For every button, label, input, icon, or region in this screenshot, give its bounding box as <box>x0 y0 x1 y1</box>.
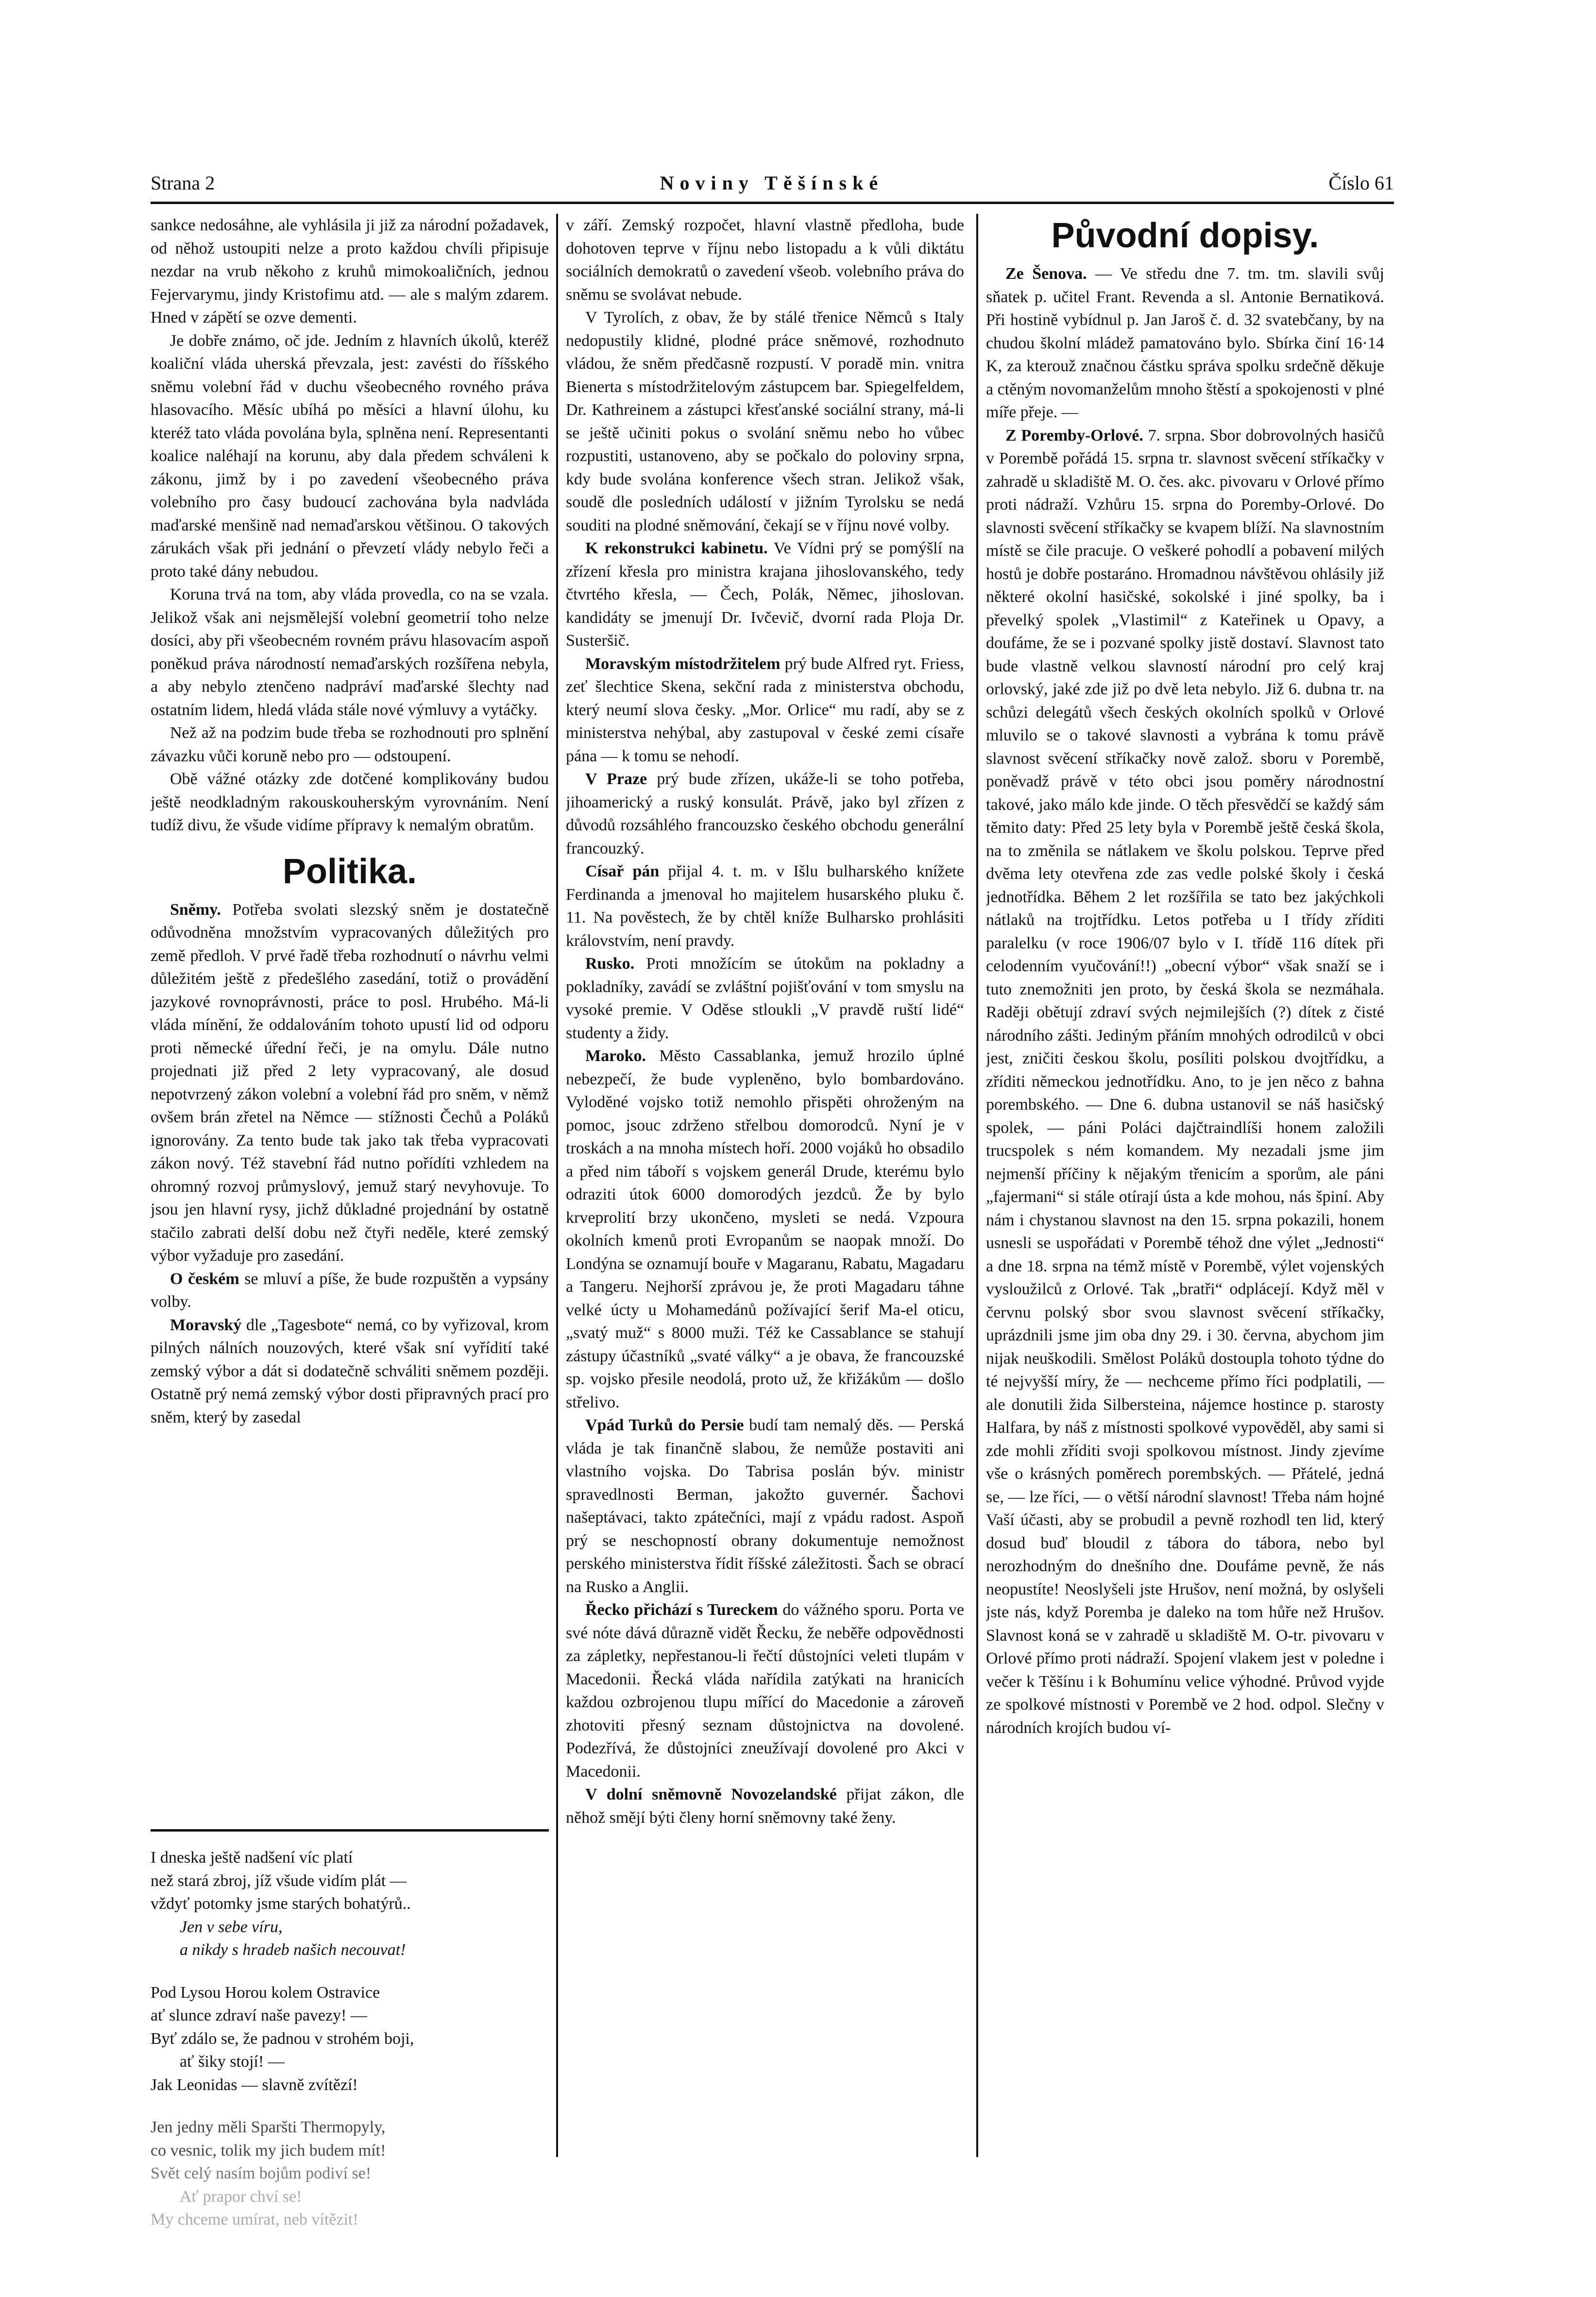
news-item-head: Moravským místodržitelem <box>585 654 781 673</box>
news-item <box>566 952 964 1045</box>
news-item <box>566 1783 964 1829</box>
article-paragraph: sankce nedosáhne, ale vyhlásila ji již za národní požadavek, od něhož ustoupiti nelze a proto každou chvíli připisuje nezdar na vrub někoho z kruhů mimokoaličních, jednou Fejervarymu, jindy Kristofimu atd. — ale s malým zdarem. Hned v zápětí se ozve dementi. <box>151 216 549 326</box>
poem-line: Svět celý nasím bojům podiví se! <box>151 2164 372 2182</box>
news-item-head: Vpád Turků do Persie <box>585 1416 744 1434</box>
poem-line: a nikdy s hradeb našich necouvat! <box>180 1941 406 1959</box>
news-item-text: — Ve středu dne 7. tm. tm. slavili svůj sňatek p. učitel Frant. Revenda a sl. Antonie Bernatiková. Při hostině vybídnul p. Jan Jaroš č. d. 32 svatebčany, by na chudou školní mládež pamatováno bylo. Sbírka činí 16·14 K, za kterouž značnou částku správa spolku srdečně děkuje a ctěným novomanželům mnoho štěstí a spokojenosti v plné míře přeje. — <box>986 265 1384 421</box>
news-item-head: Řecko přichází s Tureckem <box>585 1601 778 1619</box>
poem-line: Jen v sebe víru, <box>180 1918 283 1936</box>
news-item-text: dle „Tagesbote“ nemá, co by vyřizoval, krom pilných nálních nouzových, které však sní vyřídití také zemský výbor a dát si dodatečně schváliti sněmem později. Ostatně prý nemá zemský výbor dosti připravných prací pro sněm, který by zasedal <box>151 1316 549 1426</box>
news-item <box>566 652 964 768</box>
article-paragraph: v září. Zemský rozpočet, hlavní vlastně předloha, bude dohotoven teprve v říjnu nebo listopadu a k vůli diktátu sociálních demokratů o zavedení všeob. volebního práva do sněmu se svolávat nebude. <box>566 216 964 304</box>
poem <box>151 1829 549 2228</box>
page-number: Strana 2 <box>151 172 215 194</box>
news-item-text: přijat zákon, dle něhož smějí býti členy horní sněmovny také ženy. <box>566 1785 964 1827</box>
news-item-text: prý bude zřízen, ukáže-li se toho potřeba, jihoamerický a ruský konsulát. Právě, jako byl zřízen z důvodů rozsáhlého francouzsko českého obchodu generální francouzký. <box>566 770 964 857</box>
article-paragraph: Je dobře známo, oč jde. Jedním z hlavních úkolů, kteréž koaliční vláda uherská převzala, jest: zavésti do říšského sněmu volební řád v duchu všeobecného rovného práva hlasovacího. Měsíc ubíhá po měsíci a hlavní úlohu, ku kteréž tato vláda povolána byla, splněna není. Representanti koalice naléhají na korunu, aby dala předem schváleni k zákonu, jimž by i po zavedení všeobecného práva volebního pro časy budoucí zachována byla nadvláda maďarské menšině nad nemaďarskou většinou. O takových zárukách však při jednání o převzetí vlády nebylo řeči a proto také dány nebudou. <box>151 331 549 581</box>
poem-line: Pod Lysou Horou kolem Ostravice <box>151 1983 380 2002</box>
issue-number: Číslo 61 <box>1328 172 1394 194</box>
poem-line: My chceme umírat, neb vítězit! <box>151 2211 358 2228</box>
news-item <box>151 1314 549 1429</box>
news-item-head: Císař pán <box>585 862 660 880</box>
poem-line: Jen jedny měli Sparšti Thermopyly, <box>151 2118 386 2136</box>
news-item-text: se mluví a píše, že bude rozpuštěn a vypsány volby. <box>151 1269 549 1311</box>
news-item-head: Z Poremby-Orlové. <box>1005 426 1143 445</box>
news-item-text: prý bude Alfred ryt. Friess, zeť šlechtice Skena, sekční rada z ministerstva obchodu, který neumí slova česky. „Mor. Orlice“ mu radí, aby se z ministerstva nehýbal, aby zastupoval v české zemi císaře pána — k tomu se nehodí. <box>566 654 964 765</box>
poem-line: než stará zbroj, jíž všude vidím plát — <box>151 1871 407 1890</box>
poem-line: I dneska ještě nadšení víc platí <box>151 1849 353 1867</box>
news-item-head: O českém <box>170 1269 239 1288</box>
poem-line: vždyť potomky jsme starých bohatýrů.. <box>151 1895 411 1913</box>
news-item-text: Město Cassablanka, jemuž hrozilo úplné nebezpečí, že bude vypleněno, bylo bombardováno. Vyloděné vojsko totiž nemohlo přispěti ohroženým na pomoc, jsouc zdrženo střelbou domorodců. Nyní je v troskách a na mnoha místech hoří. 2000 vojáků ho obsadilo a před nim táboří s vojskem generál Drude, kterému bylo odraziti útok 6000 domorodých jezdců. Že by bylo krveprolití brzy ukončeno, mysleti se nedá. Vzpoura okolních kmenů proti Evropanům se naopak množí. Do Londýna se oznamují bouře v Magaranu, Rabatu, Magadaru a Tangeru. Nejhorší zprávou je, že proti Magadaru táhne velké úcty u Mohamedánů požívající šerif Ma-el oticu, „svatý muž“ s 8000 muži. Též ke Cassablance se stahují zástupy účastníků „svaté války“ a je obava, že francouzské sp. vojsko přesile neodolá, proto už, že křižákům — došlo střelivo. <box>566 1047 964 1411</box>
column-divider <box>556 214 558 2157</box>
news-item-head: Ze Šenova. <box>1005 265 1087 283</box>
column-divider <box>976 214 978 2157</box>
news-item-head: Sněmy. <box>170 900 221 919</box>
news-item-text: Proti množícím se útokům na pokladny a pokladníky, zavádí se zvláštní pojišťování v tom smyslu na vysoké premie. V Oděse stloukli „V pravdě ruští lidé“ studenty a židy. <box>566 955 964 1042</box>
section-title-politika: Politika. <box>282 852 417 891</box>
news-item-text: Potřeba svolati slezský sněm je dostatečně odůvodněna množstvím vypracovaných důležitých pro země předloh. V prvé řadě třeba rozhodnutí o návrhu velmi důležitém ještě z předešlého zasedání, totiž o provádění jazykové rovnoprávnosti, práce to posl. Hrubého. Má-li vláda mínění, že oddalováním tohoto upustí lid od odporu proti německé úřední řeči, je na omylu. Dále nutno projednati již před 2 lety vypracovaný, ale dosud nepotvrzený zákon volební a volební řád pro sněm, v němž ovšem brán zřetel na Němce — stížnosti Čechů a Poláků ignorovány. Za tento bude tak jako tak třeba vypracovati zákon nový. Též stavební řád nutno pořídíti vzhledem na ohromný rozvoj průmyslový, jemuž starý nevyhovuje. To jsou jen hlavní rysy, jichž důkladné projednání by ostatně stačilo zabrati delší dobu než čtyři neděle, které zemský výbor vyžaduje pro zasedání. <box>151 900 549 1265</box>
news-item-text: Ve Vídni prý se pomýšlí na zřízení křesla pro ministra krajana jihoslovanského, tedy čtvrtého křesla, — Čech, Polák, Němec, jihoslovan. kandidáty se jmenují Dr. Ivčevič, dvorní rada Ploja Dr. Susteršič. <box>566 539 964 650</box>
article-paragraph: Než až na podzim bude třeba se rozhodnouti pro splnění závazku vůči koruně nebo pro — odstoupení. <box>151 724 549 765</box>
news-item-head: Moravský <box>170 1316 242 1334</box>
news-item <box>986 424 1384 1740</box>
article-paragraph: V Tyrolích, z obav, že by stálé třenice Němců s Italy nedopustily klidné, plodné práce sněmové, rozhodnuto vládou, že sněm předčasně rozpustí. V poradě min. vnitra Bienerta s místodržitelovým zástupcem bar. Spiegelfeldem, Dr. Kathreinem a zástupci křesťanské sociální strany, má-li se ještě učiniti pokus o svolání sněmu nebo ho vůbec rozpustiti, ustanoveno, aby se počkalo do poloviny srpna, kdy bude svolána konference všech stran. Jelikož však, soudě dle posledních událostí v jižním Tyrolsku se nedá souditi na plodné sněmování, čekají se v říjnu nové volby. <box>566 309 964 534</box>
news-item <box>566 1045 964 1414</box>
masthead-title: Noviny Těšínské <box>660 172 884 194</box>
news-item-head: Maroko. <box>585 1047 646 1065</box>
header-rule <box>151 202 1394 204</box>
news-item <box>151 1268 549 1314</box>
news-item-head: V dolní sněmovně Novozelandské <box>585 1785 837 1803</box>
news-item <box>986 262 1384 424</box>
column-right <box>986 214 1384 2157</box>
poem-line: Byť zdálo se, že padnou v strohém boji, <box>151 2029 414 2048</box>
page-header <box>151 160 1394 194</box>
poem-line: ať slunce zdraví naše pavezy! — <box>151 2006 367 2024</box>
news-item <box>566 1414 964 1598</box>
column-left <box>151 214 549 1827</box>
news-item-text: přijal 4. t. m. v Išlu bulharského knížete Ferdinanda a jmenoval ho majitelem husarského pluku č. 11. Na pověstech, že by chtěl kníže Bulharsko prohlásiti královstvím, není pravdy. <box>566 862 964 950</box>
news-item-text: 7. srpna. Sbor dobrovolných hasičů v Porembě pořádá 15. srpna tr. slavnost svěcení stříkačky v zahradě u skladiště M. O. čes. akc. pivovaru v Orlové přímo proti nádraží. Vzhůru 15. srpna do Poremby-Orlové. Do slavnosti svěcení stříkačky se kvapem blíží. Na slavnostním místě se čile pracuje. O veškeré pohodlí a pobavení milých hostů je dobře postaráno. Hromadnou návštěvou ohlásily již některé okolní hasičské, sokolské i jiné spolky, ba i převelký spolek „Vlastimil“ z Kateřinek u Opavy, a doufáme, že se i pozvané spolky jistě dostaví. Slavnost tato bude vlastně velkou slavností národní pro celý kraj orlovský, jaké zde již po dvě leta nebylo. Již 6. dubna tr. na schůzi delegátů všech českých okolních spolků v Orlové mluvilo se o takové slavnosti a vybrána k tomu právě slavnost svěcení stříkačky nově založ. sboru v Porembě, poněvadž právě v této obci jsou poměry národnostní takové, jako málo kde jinde. O těch přesvědčí se každý sám těmito daty: Před 25 lety byla v Porembě ještě česká škola, na to změnila se nátlakem ve školu polskou. Teprve před dvěma lety otevřena zde zas vedle polské školy i česká jednotřídka. Během 2 let rozšířila se tato bez jakýchkoli nátlaků na trojtřídku. Letos potřeba u I třídy zříditi paralelku (v roce 1906/07 bylo v I. třídě 116 dítek při celodenním vyučování!!) „obecní výbor“ však snaží se i tuto znemožniti jen proto, by česká škola se nezmáhala. Raději obětují zdraví svých nejmilejších (?) dítek z čisté národního zášti. Jediným přáním mnohých odrodilců v obci jest, zničiti českou školu, posíliti polskou dvojtřídku, a zříditi německou jednotřídku. Ano, to je jen něco z bahna porembského. — Dne 6. dubna ustanovil se náš hasičský spolek, — páni Poláci dajčtraindlíši honem založili trucspolek s ném komandem. My nezadali jsme jim nejmenší příčiny k nějakým třenicím a sporům, ale páni „fajermani“ si stále otírají ústa a kde mohou, nás špiní. Aby nám i chystanou slavnost na den 15. srpna pokazili, honem usnesli se uspořádati v Porembě téhož dne výlet „Jednosti“ a dne 18. srpna na témž místě v Porembě, výlet vojenských vysloužilců z Orlové. Tak „bratři“ odplácejí. Když měl v červnu polský sbor svou slavnost svěcení stříkačky, uprázdnili jsme jim oba dny 29. i 30. června, abychom jim nijak neuškodili. Smělost Poláků dostoupla tohoto týdne do té nejvyšší míry, že — nechceme přímo říci podplatili, — ale donutili žida Silbersteina, nájemce hostince p. starosty Halfara, by náš z místnosti spolkové vypověděl, aby sami si zde mohli zříditi svoji spolkovou místnost. Jindy zjevíme vše o krásných poměrech porembských. — Přátelé, jedná se, — lze říci, — o větší národní slavnost! Třeba nám hojné Vaší účasti, aby se probudil a pevně rozhodl ten lid, který dosud buď bloudil z tábora do tábora, nebo byl nerozhodným do dnešního dne. Doufáme pevně, že nás neopustíte! Neoslyšeli jste Hrušov, není možná, by oslyšeli jste nás, když Poremba je daleko na tom hůře než Hrušov. Slavnost koná se v zahradě u skladiště M. O-tr. pivovaru v Orlové přímo proti nádraží. Spojení vlakem jest v poledne i večer k Těšínu i k Bohumínu velice výhodné. Průvod vyjde ze spolkové místnosti v Porembě ve 2 hod. odpol. Slečny v národních krojích budou ví- <box>986 426 1384 1737</box>
poem-line: co vesnic, tolik my jich budem mít! <box>151 2141 386 2160</box>
news-item <box>566 860 964 952</box>
news-item-head: K rekonstrukci kabinetu. <box>585 539 768 557</box>
section-title-puvodni-dopisy: Původní dopisy. <box>1051 216 1319 255</box>
news-item-head: Rusko. <box>585 955 635 973</box>
news-item <box>151 898 549 1268</box>
news-item-text: budí tam nemalý děs. — Perská vláda je tak finančně slabou, že nemůže postaviti ani vlastního vojska. Do Tabrisa poslán býv. ministr spravedlnosti Berman, jakožto guvernér. Šachovi našeptávaci, takto zpátečníci, mají z vpádu radost. Aspoň prý se neschopností obrany dokumentuje nemožnost perského ministerstva řídit říšské záležitosti. Šach se obrací na Rusko a Anglii. <box>566 1416 964 1596</box>
news-item <box>566 768 964 860</box>
news-item <box>566 537 964 652</box>
poem-line: Ať prapor chví se! <box>180 2187 302 2206</box>
article-paragraph: Koruna trvá na tom, aby vláda provedla, co na se vzala. Jelikož však ani nejsmělejší volební geometrií toho nelze dosíci, aby při všeobecném rovném právu hlasovacím aspoň poněkud práva národností nemaďarských rozšířena nebyla, a aby nebylo ztenčeno nadpráví maďarské šlechty nad ostatním lidem, hledá vláda stále nové výmluvy a vytáčky. <box>151 585 549 719</box>
column-middle <box>566 214 964 2157</box>
news-item-head: V Praze <box>585 770 647 788</box>
news-item-text: do vážného sporu. Porta ve své nóte dává důrazně vidět Řecku, že neběře odpovědnosti za zápletky, nepřestanou-li řečtí důstojníci veleti tlupám v Macedonii. Řecká vláda nařídila zatýkati na hranicích každou ozbrojenou tlupu mířící do Macedonie a zároveň zhotoviti přesný seznam důstojnictva na dovolené. Podezřívá, že důstojníci zneužívají dovolené pro Akci v Macedonii. <box>566 1601 964 1781</box>
news-item <box>566 1598 964 1783</box>
poem-line: Jak Leonidas — slavně zvítězí! <box>151 2075 358 2094</box>
poem-line: ať šiky stojí! — <box>180 2053 285 2071</box>
article-paragraph: Obě vážné otázky zde dotčené komplikovány budou ještě neodkladným rakouskouherským vyrovnáním. Není tudíž divu, že všude vidíme přípravy k nemalým obratům. <box>151 770 549 834</box>
